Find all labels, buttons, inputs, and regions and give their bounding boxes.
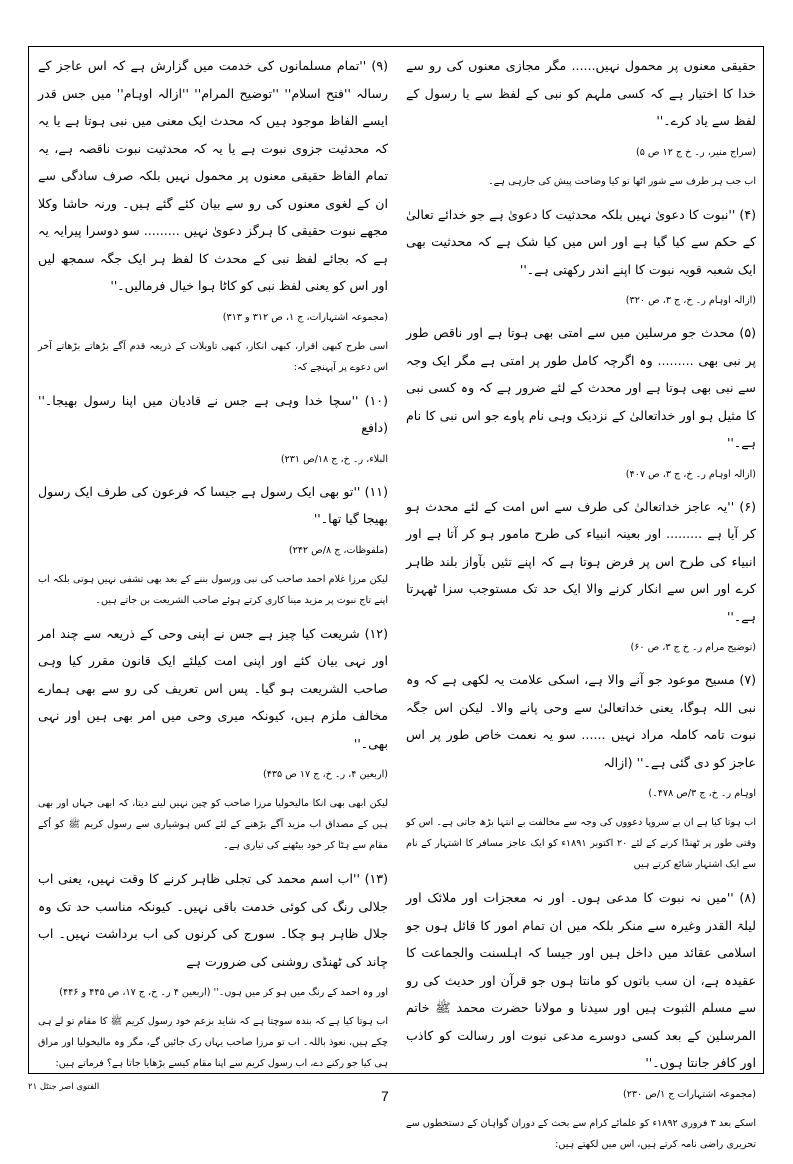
quotation-text: (۱۰) ''سچا خدا وہی ہے جس نے قادیان میں اپنا رسول بھیجا۔'' (دافع (38, 392, 388, 435)
commentary-paragraph (38, 1011, 388, 1074)
quotation-text: (۱۲) شریعت کیا چیز ہے جس نے اپنی وحی کے ذریعہ سے چند امر اور نہی بیان کئے اور اپنی امت کیلئے ایک قانون مقرر کیا وہی صاحب الشریعت ہو گیا۔ پس اس تعریف کی رو سے بھی ہمارے مخالف ملزم ہیں، کیونکہ میری وحی میں امر بھی ہیں اور نہی بھی۔'' (38, 625, 388, 751)
quotation-block (406, 319, 756, 486)
quotation-text: (۷) مسیح موعود جو آنے والا ہے، اسکی علامت یہ لکھی ہے کہ وہ نبی اللہ ہوگا، یعنی خداتعالیٰ سے وحی پانے والا۔ لیکن اس جگہ نبوت تامہ کاملہ مراد نہیں ...... سو یہ نعمت خاص طور پر اس عاجز کو دی گئی ہے۔'' (ازالہ (406, 672, 756, 770)
quotation-text: حقیقی معنوں پر محمول نہیں...... مگر مجازی معنوں کی رو سے خدا کا اختیار ہے کہ کسی ملہم کو نبی کے لفظ سے یا رسول کے لفظ سے یاد کرے۔'' (406, 58, 756, 128)
citation-reference: اور وہ احمد کے رنگ میں ہو کر میں ہوں۔'' (اربعین ۴ ر۔ خ، ج ۱۷، ص ۴۴۵ و ۴۴۶) (59, 987, 388, 998)
citation-reference: (ازالہ اوہام ر۔ خ، ج ۳، ص ۴۰۷) (625, 468, 756, 480)
right-column (406, 52, 756, 1164)
citation-reference: (مجموعہ اشتہارات ج ۱/ص ۲۳۰) (622, 1088, 756, 1100)
quotation-block (38, 620, 388, 787)
quotation-text: (۸) ''میں نہ نبوت کا مدعی ہوں۔ اور نہ معجزات اور ملائک اور لیلۃ القدر وغیرہ سے منکر بلکہ میں ان تمام امور کا قائل ہوں جو اسلامی عقائد میں داخل ہیں اور جیسا کہ اہلسنت والجماعت کا عقیدہ ہے، ان سب باتوں کو مانتا ہوں جو قرآن اور حدیث کی رو سے مسلم الثبوت ہیں اور سیدنا و مولانا حضرت محمد ﷺ خاتم المرسلین کے بعد کسی دوسرے مدعی نبوت اور رسالت کو کاذب اور کافر جانتا ہوں۔'' (406, 890, 756, 1070)
commentary-text: اسی طرح کبھی اقرار، کبھی انکار، کبھی تاویلات کے ذریعہ قدم آگے بڑھاتے بڑھاتے آخر اس دعوے پر آپہنچے کہ: (38, 340, 388, 373)
citation-reference: (سراج منیر، ر۔ خ ج ۱۲ ص ۵) (635, 146, 756, 158)
quotation-text: (۹) ''تمام مسلمانوں کی خدمت میں گزارش ہے کہ اس عاجز کے رسالہ ''فتح اسلام'' ''توضیح المرام'' ''ازالہ اوہام'' میں جس قدر ایسے الفاظ موجود ہیں کہ محدث ایک معنی میں نبی ہوتا ہے یا یہ کہ محدثیت جزوی نبوت ہے یا یہ کہ محدثیت نبوت ناقصہ ہے، یہ تمام الفاظ حقیقی معنوں پر محمول نہیں بلکہ صرف سادگی سے ان کے لغوی معنوں کی رو سے بیان کئے گئے ہیں۔ ورنہ حاشا وکلا مجھے نبوت حقیقی کا ہرگز دعویٰ نہیں ......... سو دوسرا پیرایہ یہ ہے کہ بجائے لفظ نبی کے محدث کا لفظ ہر ایک جگہ سمجھ لیں اور اس کو یعنی لفظ نبی کو کاٹا ہوا خیال فرمالیں۔'' (38, 58, 388, 293)
quotation-block (406, 493, 756, 660)
quotation-text: (۵) محدث جو مرسلین میں سے امتی بھی ہوتا ہے اور ناقص طور پر نبی بھی ......... وہ اگرچہ کامل طور پر امتی ہے مگر ایک وجہ سے نبی بھی ہوتا ہے اور محدث کے لئے ضرور ہے کہ وہ کسی نبی کا مثیل ہو اور خداتعالیٰ کے نزدیک وہی نام پاوے جو اس نبی کا نام ہے۔'' (406, 325, 756, 450)
quotation-text: (۱۱) ''تو بھی ایک رسول ہے جیسا کہ فرعون کی طرف ایک رسول بھیجا گیا تھا۔'' (38, 483, 388, 526)
quotation-block (406, 666, 756, 805)
commentary-text: اب ہوتا کیا ہے ان بے سروپا دعووں کی وجہ سے مخالفت بے انتہا بڑھ جاتی ہے۔ اس کو وقتی طور پر ٹھنڈا کرنے کے لئے ۲۰ اکتوبر ۱۸۹۱ء کو ایک عاجز مسافر کا اشتہار کے نام سے ایک اشتہار شائع کرتے ہیں (406, 817, 756, 870)
quotation-text: (۶) ''یہ عاجز خداتعالیٰ کی طرف سے اس امت کے لئے محدث ہو کر آیا ہے ......... اور بعینہ انبیاء کی طرح مامور ہو کر آتا ہے اور انبیاء کی طرح اس پر فرض ہوتا ہے کہ اپنے تئیں بآواز بلند ظاہر کرے اور اس سے انکار کرنے والا ایک حد تک مستوجب سزا ٹھہرتا ہے۔'' (406, 498, 756, 624)
commentary-paragraph (406, 812, 756, 875)
commentary-paragraph (406, 1113, 756, 1155)
quotation-block (38, 387, 388, 471)
commentary-paragraph (38, 793, 388, 856)
quotation-block (38, 52, 388, 329)
commentary-text: اب جب ہر طرف سے شور اٹھا تو کیا وضاحت پیش کی جارہی ہے۔ (488, 175, 756, 187)
page-number: 7 (381, 1088, 389, 1104)
commentary-text: اسکے بعد ۳ فروری ۱۸۹۲ء کو علمائے کرام سے بحث کے دوران گواہان کے دستخطوں سے تحریری راضی نامہ کرتے ہیں، اس میں لکھتے ہیں: (406, 1117, 756, 1150)
citation-reference: (مجموعہ اشتہارات، ج ۱، ص ۳۱۲ و ۳۱۳) (222, 311, 388, 323)
citation-reference: (توضیح مرام ر۔ خ ج ۳، ص ۶۰) (630, 642, 756, 653)
quotation-block (406, 201, 756, 313)
citation-reference: (ملفوظات، ج ۸/ص ۲۴۲) (288, 544, 388, 556)
commentary-paragraph (38, 569, 388, 611)
citation-reference: (اربعین ۴، ر۔ خ، ج ۱۷ ص ۴۳۵) (262, 769, 388, 780)
quotation-block (38, 865, 388, 1004)
commentary-paragraph (406, 171, 756, 192)
commentary-text: لیکن مرزا غلام احمد صاحب کی نبی ورسول بننے کے بعد بھی تشفی نہیں ہوتی بلکہ اب اپنے تاج نبوت پر مزید مینا کاری کرتے ہوئے صاحب الشریعت بن جاتے ہیں۔ (38, 573, 388, 606)
commentary-paragraph (38, 336, 388, 378)
commentary-text: لیکن ابھی بھی انکا مالیخولیا مرزا صاحب کو چین نہیں لینے دیتا، کہ ابھی جہاں اور بھی ہیں کے مصداق اب مزید آگے بڑھنے کے لئے کس ہوشیاری سے رسول کریم ﷺ کو اُکے مقام سے ہٹا کر خود بیٹھنے کی تیاری ہے۔ (38, 798, 388, 851)
quotation-block (406, 52, 756, 164)
citation-reference: (ازالہ اوہام ر۔ خ، ج ۳، ص ۳۲۰) (625, 295, 756, 306)
quotation-text: (۱۳) ''اب اسم محمد کی تجلی ظاہر کرنے کا وقت نہیں، یعنی اب جلالی رنگ کی کوئی خدمت باقی نہیں۔ کیونکہ مناسب حد تک وہ جلال ظاہر ہو چکا۔ سورج کی کرنوں کی اب برداشت نہیں۔ اب چاند کی ٹھنڈی روشنی کی ضرورت ہے (38, 871, 388, 969)
commentary-text: اب ہوتا کیا ہے کہ بندہ سوچتا ہے کہ شاید بزعم خود رسول کریم ﷺ کا مقام تو لے ہی چکے ہیں، نعوذ باللہ۔ اب تو مرزا صاحب یہاں رک جائیں گے، مگر وہ مالیخولیا اور مراق ہی کیا جو رکنے دے، اب رسول کریم سے اپنا مقام کیسے بڑھایا جاتا ہے؟ فرماتے ہیں: (38, 1016, 388, 1069)
quotation-text: (۴) ''نبوت کا دعویٰ نہیں بلکہ محدثیت کا دعویٰ ہے جو خدائے تعالیٰ کے حکم سے کیا گیا ہے اور اس میں کیا شک ہے کہ محدثیت بھی ایک شعبہ قویہ نبوت کا اپنے اندر رکھتی ہے۔'' (406, 206, 756, 277)
citation-reference: اوہام ر۔ خ، ج ۳/ص ۴۷۸۔) (648, 788, 756, 799)
footer-label: الفتوی اصر جنٹل ۲۱ (28, 1082, 100, 1092)
quotation-block (38, 478, 388, 562)
quotation-block (406, 884, 756, 1106)
citation-reference: البلاء، ر۔ خ، ج ۱۸/ص ۲۳۱) (280, 453, 388, 465)
left-column (38, 52, 388, 1083)
